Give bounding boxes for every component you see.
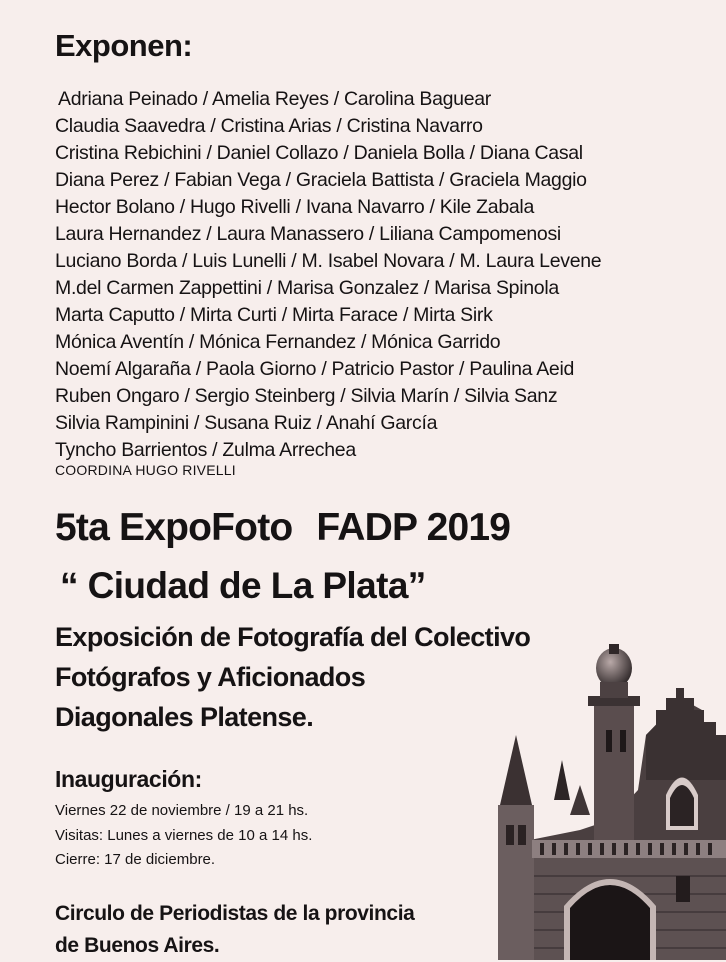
exhibitor-line: Tyncho Barrientos / Zulma Arrechea <box>55 439 356 461</box>
subtitle-line: Diagonales Platense. <box>55 702 314 732</box>
exhibitor-line: Adriana Peinado / Amelia Reyes / Carolina Baguear <box>58 88 491 110</box>
exhibitor-line: Cristina Rebichini / Daniel Collazo / Daniela Bolla / Diana Casal <box>55 142 583 164</box>
coordination-credit: COORDINA HUGO RIVELLI <box>55 462 236 478</box>
exhibitors-list <box>55 86 675 464</box>
exhibitor-line: Silvia Rampinini / Susana Ruiz / Anahí García <box>55 412 438 434</box>
exhibitor-line: Marta Caputto / Mirta Curti / Mirta Farace / Mirta Sirk <box>55 304 493 326</box>
event-title-edition: FADP 2019 <box>316 506 511 549</box>
subtitle-line: Fotógrafos y Aficionados <box>55 662 366 692</box>
exhibitor-line: Laura Hernandez / Laura Manassero / Liliana Campomenosi <box>55 223 561 245</box>
inauguration-date: Viernes 22 de noviembre / 19 a 21 hs. <box>55 802 309 819</box>
event-title <box>55 506 510 550</box>
exhibitor-line: Claudia Saavedra / Cristina Arias / Cristina Navarro <box>55 115 483 137</box>
exhibitor-line: Hector Bolano / Hugo Rivelli / Ivana Navarro / Kile Zabala <box>55 196 535 218</box>
venue-line: Circulo de Periodistas de la provincia <box>55 902 415 925</box>
heading-exponen: Exponen: <box>55 28 193 63</box>
exhibitor-line: Ruben Ongaro / Sergio Steinberg / Silvia Marín / Silvia Sanz <box>55 385 558 407</box>
venue-line: de Buenos Aires. <box>55 934 220 957</box>
inauguration-details <box>55 799 312 873</box>
event-city-title: “ Ciudad de La Plata” <box>60 565 426 606</box>
exhibitor-line: Noemí Algaraña / Paola Giorno / Patricio Pastor / Paulina Aeid <box>55 358 575 380</box>
event-subtitle <box>55 617 530 737</box>
exhibitor-line: Mónica Aventín / Mónica Fernandez / Mónica Garrido <box>55 331 501 353</box>
exhibitor-line: Diana Perez / Fabian Vega / Graciela Battista / Graciela Maggio <box>55 169 587 191</box>
exhibitor-line: Luciano Borda / Luis Lunelli / M. Isabel Novara / M. Laura Levene <box>55 250 602 272</box>
exhibitor-line: M.del Carmen Zappettini / Marisa Gonzalez / Marisa Spinola <box>55 277 559 299</box>
inauguration-label: Inauguración: <box>55 766 202 792</box>
closing-date: Cierre: 17 de diciembre. <box>55 851 216 868</box>
venue <box>55 898 414 962</box>
visiting-hours: Visitas: Lunes a viernes de 10 a 14 hs. <box>55 826 313 844</box>
event-title-expo: 5ta ExpoFoto <box>55 506 293 549</box>
subtitle-line: Exposición de Fotografía del Colectivo <box>55 622 531 652</box>
